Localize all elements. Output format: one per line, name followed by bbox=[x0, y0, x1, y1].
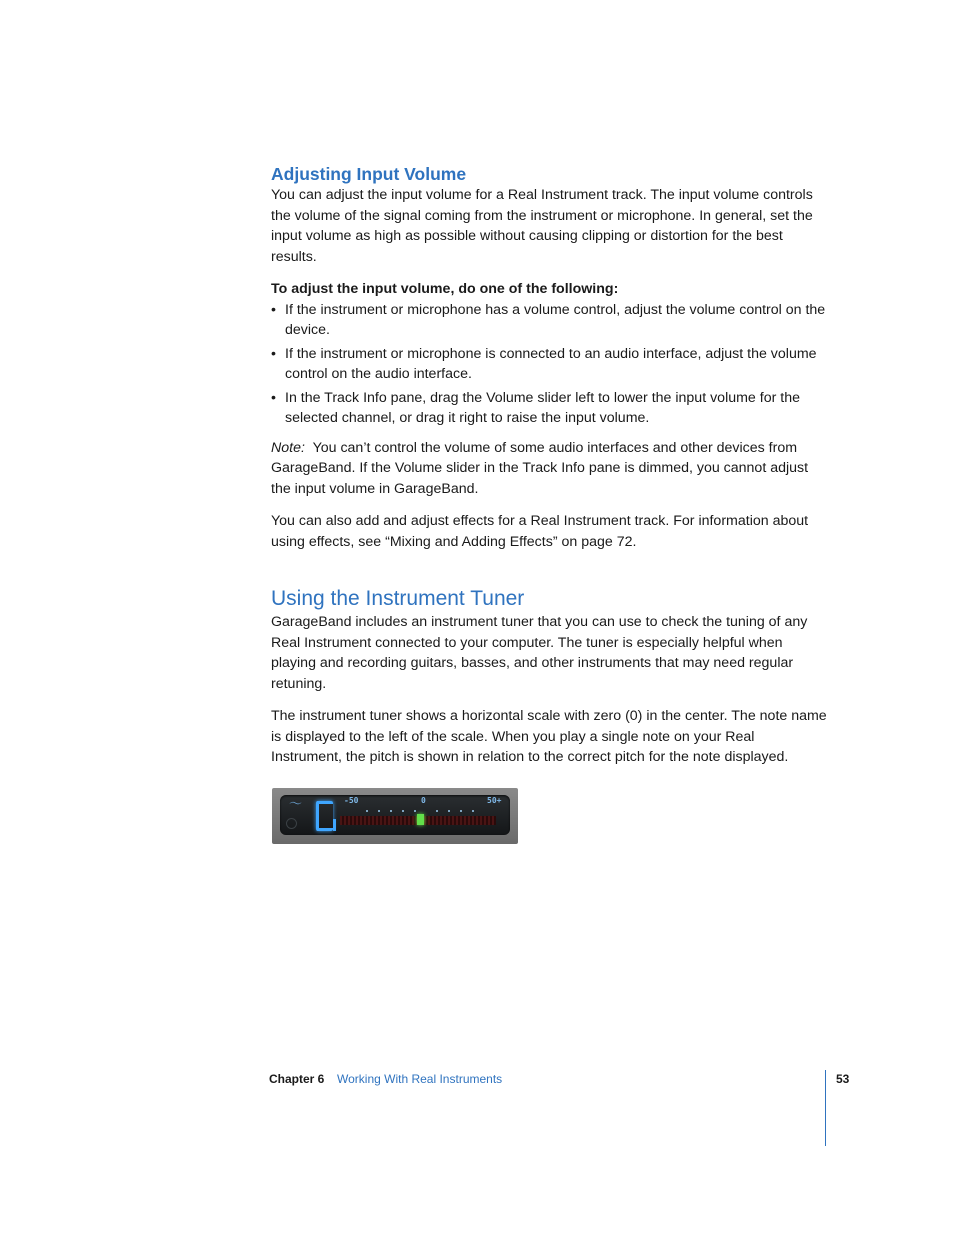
tuner-intro-paragraph: GarageBand includes an instrument tuner that you can use to check the tuning of any Real Instrument connected to your computer. The tuner is especially helpful when playing and recording guitars, basses, and other instruments that may need regular retuning. bbox=[271, 614, 808, 692]
scale-tick bbox=[366, 810, 368, 812]
scale-tick bbox=[402, 810, 404, 812]
scale-tick bbox=[460, 810, 462, 812]
tuning-fork-icon: 〜 bbox=[289, 796, 303, 811]
instrument-tuner-image bbox=[272, 788, 518, 844]
footer-chapter: Chapter 6 bbox=[269, 1072, 325, 1086]
page-number: 53 bbox=[836, 1072, 850, 1086]
scale-tick bbox=[390, 810, 392, 812]
section-instrument-tuner bbox=[271, 586, 827, 768]
note-label: Note: bbox=[271, 439, 305, 456]
pitch-indicator bbox=[417, 814, 424, 825]
intro-paragraph: You can adjust the input volume for a Real Instrument track. The input volume controls the volume of the signal coming from the instrument or microphone. In general, set the input volume as high as possible without causing clipping or distortion for the best results. bbox=[271, 187, 813, 265]
section-adjusting-input-volume bbox=[271, 163, 827, 552]
scale-tick bbox=[472, 810, 474, 812]
footer-divider bbox=[825, 1070, 826, 1146]
tuner-scale-paragraph: The instrument tuner shows a horizontal scale with zero (0) in the center. The note name is displayed to the left of the scale. When you play a single note on your Real Instrument, the pitch is shown in relation to the correct pitch for the note displayed. bbox=[271, 708, 827, 765]
section-heading: Adjusting Input Volume bbox=[271, 164, 467, 184]
bullet-list bbox=[271, 300, 827, 429]
section-heading: Using the Instrument Tuner bbox=[271, 587, 525, 610]
list-item: • If the instrument or microphone is connected to an audio interface, adjust the volume control on the audio interface. bbox=[271, 344, 827, 385]
tuner-display bbox=[280, 795, 510, 835]
note-name-display bbox=[316, 801, 333, 831]
power-icon bbox=[286, 818, 297, 829]
note-text: You can’t control the volume of some audio interfaces and other devices from GarageBand. If the Volume slider in the Track Info pane is dimmed, you cannot adjust the input volume in GarageBand. bbox=[271, 439, 809, 497]
list-item: • In the Track Info pane, drag the Volume slider left to lower the input volume for the selected channel, or drag it right to raise the input volume. bbox=[271, 388, 827, 429]
scale-tick bbox=[448, 810, 450, 812]
scale-min-label: -50 bbox=[344, 796, 359, 805]
scale-tick bbox=[436, 810, 438, 812]
note-paragraph bbox=[271, 438, 827, 500]
list-item: • If the instrument or microphone has a volume control, adjust the volume control on the device. bbox=[271, 300, 827, 341]
scale-tick bbox=[378, 810, 380, 812]
footer-chapter-title: Working With Real Instruments bbox=[337, 1072, 503, 1086]
effects-paragraph: You can also add and adjust effects for a Real Instrument track. For information about using effects, see “Mixing and Adding Effects” on page 72. bbox=[271, 513, 809, 550]
scale-mid-label: 0 bbox=[421, 796, 426, 805]
scale-tick bbox=[414, 810, 416, 812]
scale-max-label: 50+ bbox=[487, 796, 502, 805]
instruction-lead: To adjust the input volume, do one of the following: bbox=[271, 281, 619, 297]
